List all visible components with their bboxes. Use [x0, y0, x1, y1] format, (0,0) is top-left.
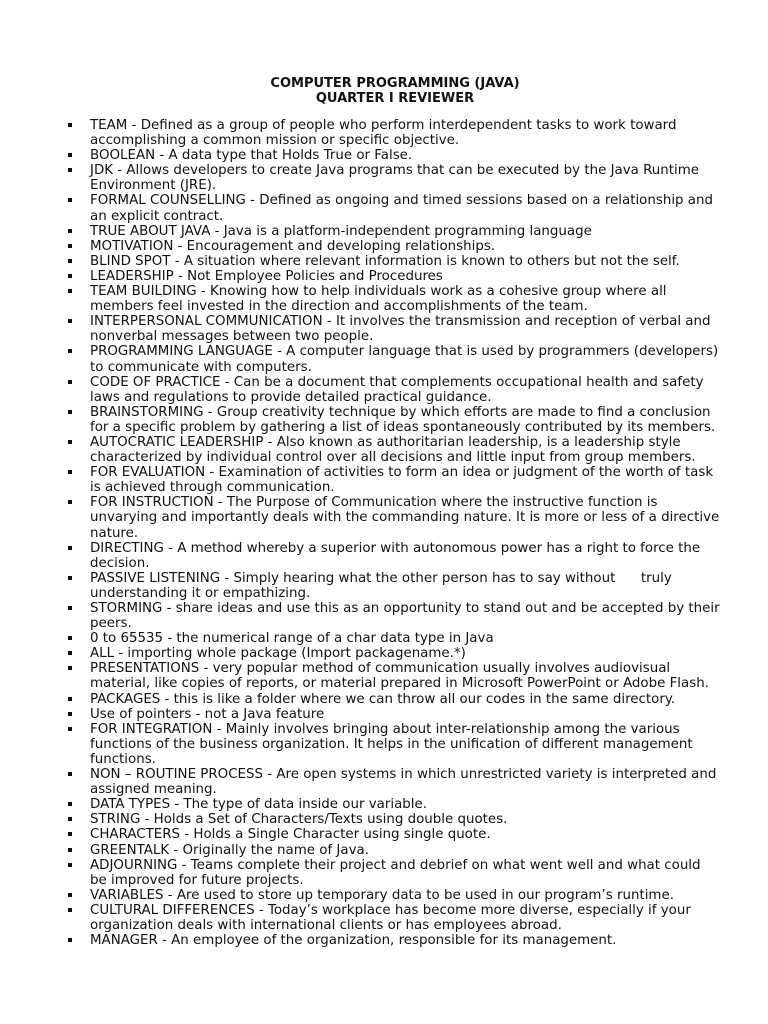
bullet-icon: [68, 817, 72, 821]
list-item: [68, 888, 720, 903]
item-text: ADJOURNING - Teams complete their project and debrief on what went well and what could be improved for future projects.: [90, 857, 705, 888]
item-text: JDK - Allows developers to create Java programs that can be executed by the Java Runtime Environment (JRE).: [90, 163, 704, 194]
document-title: [0, 76, 768, 106]
title-line-2: QUARTER I REVIEWER: [315, 91, 475, 106]
list-item: [68, 797, 720, 812]
item-text: TEAM - Defined as a group of people who perform interdependent tasks to work toward accomplishing a common mission or specific objective.: [90, 118, 681, 149]
list-item: [68, 254, 720, 269]
item-text: TEAM BUILDING - Knowing how to help individuals work as a cohesive group where all members feel invested in the direction and accomplishments of the team.: [90, 284, 671, 315]
list-item: [68, 148, 720, 163]
list-item: [68, 646, 720, 661]
bullet-icon: [68, 712, 72, 716]
bullet-icon: [68, 727, 72, 731]
item-text: FOR EVALUATION - Examination of activities to form an idea or judgment of the worth of task is achieved through communication.: [90, 465, 718, 496]
list-item: [68, 344, 723, 375]
bullet-icon: [68, 410, 72, 414]
bullet-icon: [68, 832, 72, 836]
list-item: [68, 435, 720, 465]
item-text: AUTOCRATIC LEADERSHIP - Also known as authoritarian leadership, is a leadership style characterized by individual control over all decisions and little input from group members.: [90, 434, 696, 466]
bullet-icon: [68, 500, 72, 504]
bullet-icon: [68, 802, 72, 806]
bullet-icon: [68, 380, 72, 384]
bullet-icon: [68, 697, 72, 701]
item-text: NON – ROUTINE PROCESS - Are open systems in which unrestricted variety is interpreted and assigned meaning.: [90, 767, 721, 798]
item-text: BRAINSTORMING - Group creativity technique by which efforts are made to find a conclusion for a specific problem by gathering a list of ideas spontaneously contributed by its members.: [90, 404, 716, 435]
list-item: [68, 767, 720, 797]
bullet-icon: [68, 651, 72, 655]
item-text: PACKAGES - this is like a folder where we can throw all our codes in the same directory.: [90, 691, 676, 707]
item-text: TRUE ABOUT JAVA - Java is a platform-independent programming language: [90, 223, 592, 239]
item-text: PRESENTATIONS - very popular method of communication usually involves audiovisual material, like copies of reports, or material prepared in Microsoft PowerPoint or Adobe Flash.: [90, 661, 709, 692]
item-text: LEADERSHIP - Not Employee Policies and Procedures: [90, 268, 443, 284]
item-text: 0 to 65535 - the numerical range of a char data type in Java: [90, 631, 494, 647]
bullet-icon: [68, 153, 72, 157]
list-item: [68, 163, 720, 193]
title-line-1: COMPUTER PROGRAMMING (JAVA): [270, 76, 520, 91]
bullet-icon: [68, 636, 72, 640]
bullet-icon: [68, 470, 72, 474]
list-item: [68, 933, 720, 948]
list-item: [68, 224, 720, 239]
bullet-icon: [68, 938, 72, 942]
list-item: [68, 827, 720, 842]
list-item: [68, 118, 720, 148]
list-item: [68, 722, 720, 767]
list-item: [68, 193, 720, 223]
bullet-icon: [68, 576, 72, 580]
item-text: STORMING - share ideas and use this as an opportunity to stand out and be accepted by their peers.: [90, 601, 724, 632]
list-item: [68, 495, 724, 541]
item-text: MOTIVATION - Encouragement and developing relationships.: [90, 238, 496, 254]
list-item: [68, 284, 720, 314]
list-item: [68, 239, 720, 254]
bullet-icon: [68, 229, 72, 233]
list-item: [68, 843, 720, 858]
bullet-icon: [68, 606, 72, 610]
item-text: FORMAL COUNSELLING - Defined as ongoing and timed sessions based on a relationship and an explicit contract.: [90, 193, 718, 224]
item-text: DATA TYPES - The type of data inside our variable.: [90, 797, 428, 813]
item-text: GREENTALK - Originally the name of Java.: [90, 842, 369, 858]
item-text: CODE OF PRACTICE - Can be a document that complements occupational health and safety laws and regulations to provide detailed practical guidance.: [90, 374, 708, 405]
bullet-icon: [68, 198, 72, 202]
list-item: [68, 812, 720, 827]
item-text: CHARACTERS - Holds a Single Character using single quote.: [90, 827, 491, 843]
item-text: STRING - Holds a Set of Characters/Texts using double quotes.: [90, 812, 508, 828]
item-text: CULTURAL DIFFERENCES - Today’s workplace has become more diverse, especially if your organization deals with international clients or has employees abroad.: [90, 902, 696, 933]
item-text: MANAGER - An employee of the organization, responsible for its management.: [90, 933, 617, 949]
item-text: ALL - importing whole package (Import packagename.*): [90, 646, 466, 662]
list-item: [68, 692, 720, 707]
bullet-icon: [68, 546, 72, 550]
bullet-icon: [68, 772, 72, 776]
bullet-icon: [68, 666, 72, 670]
item-text: FOR INSTRUCTION - The Purpose of Communication where the instructive function is unvarying and importantly deals with the commanding nature. It is more or less of a directive nature.: [90, 495, 724, 541]
item-text: BOOLEAN - A data type that Holds True or False.: [90, 148, 413, 164]
list-item: [68, 405, 720, 435]
list-item: [68, 661, 720, 691]
list-item: [68, 541, 720, 571]
item-text: Use of pointers - not a Java feature: [90, 706, 325, 722]
bullet-icon: [68, 244, 72, 248]
bullet-icon: [68, 893, 72, 897]
bullet-icon: [68, 440, 72, 444]
bullet-icon: [68, 274, 72, 278]
bullet-icon: [68, 319, 72, 323]
list-item: [68, 903, 720, 933]
list-item: [68, 465, 720, 495]
list-item: [68, 375, 720, 405]
bullet-icon: [68, 123, 72, 127]
item-text: BLIND SPOT - A situation where relevant information is known to others but not the self.: [90, 253, 680, 269]
bullet-icon: [68, 259, 72, 263]
bullet-icon: [68, 863, 72, 867]
list-item: [68, 601, 724, 632]
reviewer-list: [68, 118, 724, 949]
bullet-icon: [68, 168, 72, 172]
item-text: PASSIVE LISTENING - Simply hearing what the other person has to say without truly understanding it or empathizing.: [90, 570, 677, 601]
list-item: [68, 314, 720, 344]
item-text: DIRECTING - A method whereby a superior with autonomous power has a right to force the decision.: [90, 540, 705, 571]
bullet-icon: [68, 908, 72, 912]
list-item: [68, 631, 720, 646]
item-text: PROGRAMMING LANGUAGE - A computer language that is used by programmers (developers) to communicate with computers.: [90, 344, 723, 375]
item-text: INTERPERSONAL COMMUNICATION - It involves the transmission and reception of verbal and nonverbal messages between two people.: [90, 314, 715, 345]
item-text: FOR INTEGRATION - Mainly involves bringing about inter-relationship among the various functions of the business organization. It helps in the unification of different management functions.: [90, 721, 697, 767]
list-item: [68, 858, 720, 888]
bullet-icon: [68, 349, 72, 353]
list-item: [68, 707, 720, 722]
bullet-icon: [68, 848, 72, 852]
item-text: VARIABLES - Are used to store up temporary data to be used in our program’s runtime.: [90, 887, 674, 903]
list-item: [68, 571, 720, 601]
bullet-icon: [68, 289, 72, 293]
list-item: [68, 269, 720, 284]
